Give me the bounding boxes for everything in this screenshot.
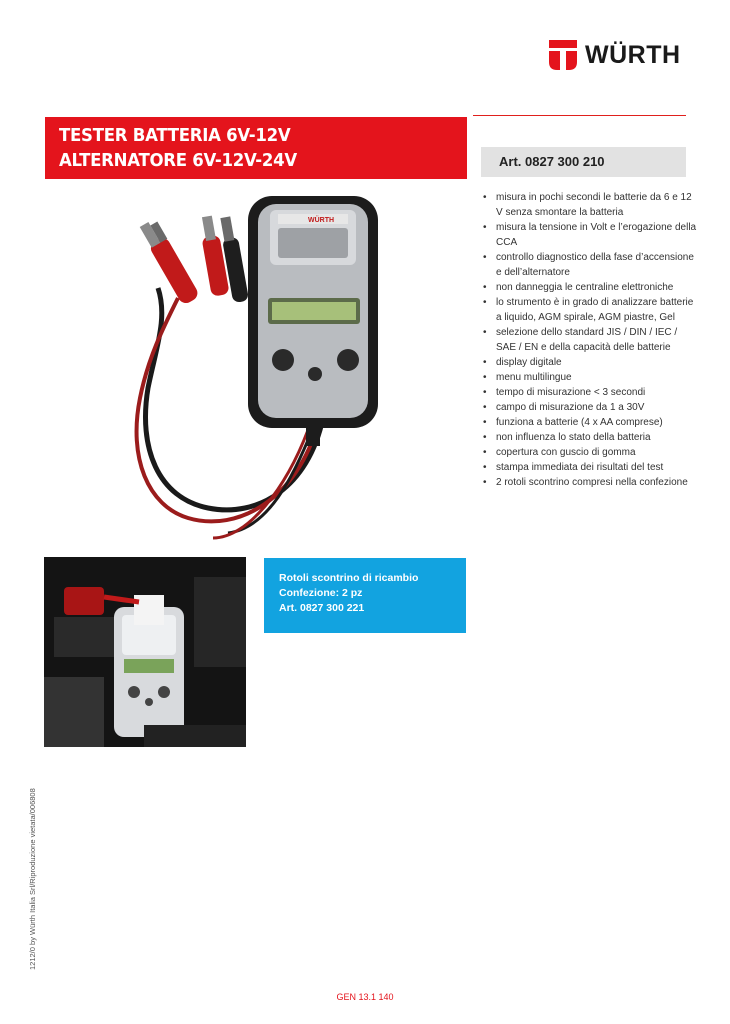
article-number: Art. 0827 300 210 — [481, 147, 686, 177]
spare-line-1: Rotoli scontrino di ricambio — [279, 572, 419, 584]
feature-text: funziona a batterie (4 x AA comprese) — [496, 417, 663, 428]
feature-item — [483, 325, 698, 355]
feature-text: tempo di misurazione < 3 secondi — [496, 387, 646, 398]
bullet-icon: • — [483, 417, 487, 428]
footer-code: GEN 13.1 140 — [336, 992, 394, 1002]
feature-text: display digitale — [496, 357, 562, 368]
bullet-icon: • — [483, 462, 487, 473]
feature-text: controllo diagnostico della fase d’accensione e dell’alternatore — [496, 252, 694, 278]
feature-text: copertura con guscio di gomma — [496, 447, 636, 458]
header-rule — [473, 115, 686, 116]
bullet-icon: • — [483, 387, 487, 398]
bullet-icon: • — [483, 297, 487, 308]
feature-list — [483, 190, 698, 490]
feature-item — [483, 415, 698, 430]
feature-item — [483, 190, 698, 220]
copyright-text: 1212/0 by Würth Italia Srl/Riproduzione vietata/006808 — [28, 788, 37, 970]
wurth-logo — [549, 38, 689, 72]
bullet-icon: • — [483, 372, 487, 383]
spare-line-2: Confezione: 2 pz — [279, 587, 363, 599]
bullet-icon: • — [483, 477, 487, 488]
wurth-logo-icon — [549, 40, 577, 70]
bullet-icon: • — [483, 327, 487, 338]
bullet-icon: • — [483, 252, 487, 263]
feature-item — [483, 280, 698, 295]
feature-text: misura la tensione in Volt e l’erogazione della CCA — [496, 222, 697, 248]
brand-name: WÜRTH — [585, 40, 681, 69]
title-banner — [45, 117, 467, 179]
feature-text: non danneggia le centraline elettroniche — [496, 282, 674, 293]
feature-item — [483, 295, 698, 325]
feature-item — [483, 460, 698, 475]
feature-item — [483, 400, 698, 415]
spare-line-3: Art. 0827 300 221 — [279, 602, 365, 614]
bullet-icon: • — [483, 282, 487, 293]
feature-text: 2 rotoli scontrino compresi nella confezione — [496, 477, 688, 488]
feature-text: lo strumento è in grado di analizzare batterie a liquido, AGM spirale, AGM piastre, Gel — [496, 297, 694, 323]
feature-text: campo di misurazione da 1 a 30V — [496, 402, 645, 413]
feature-text: menu multilingue — [496, 372, 572, 383]
bullet-icon: • — [483, 222, 487, 233]
feature-item — [483, 475, 698, 490]
feature-item — [483, 430, 698, 445]
feature-text: non influenza lo stato della batteria — [496, 432, 651, 443]
feature-text: selezione dello standard JIS / DIN / IEC / SAE / EN e della capacità delle batterie — [496, 327, 678, 353]
bullet-icon: • — [483, 402, 487, 413]
feature-item — [483, 250, 698, 280]
bullet-icon: • — [483, 432, 487, 443]
feature-text: misura in pochi secondi le batterie da 6 e 12 V senza smontare la batteria — [496, 192, 692, 218]
feature-item — [483, 385, 698, 400]
title-line-2: ALTERNATORE 6V-12V-24V — [59, 150, 297, 171]
bullet-icon: • — [483, 192, 487, 203]
feature-item — [483, 355, 698, 370]
feature-item — [483, 220, 698, 250]
feature-text: stampa immediata dei risultati del test — [496, 462, 664, 473]
in-use-photo — [44, 557, 246, 747]
spare-rolls-box — [264, 558, 466, 633]
bullet-icon: • — [483, 447, 487, 458]
title-line-1: TESTER BATTERIA 6V-12V — [59, 125, 291, 146]
feature-item — [483, 445, 698, 460]
device-logo: WÜRTH — [308, 217, 335, 224]
feature-item — [483, 370, 698, 385]
battery-tester-image — [118, 188, 398, 548]
bullet-icon: • — [483, 357, 487, 368]
